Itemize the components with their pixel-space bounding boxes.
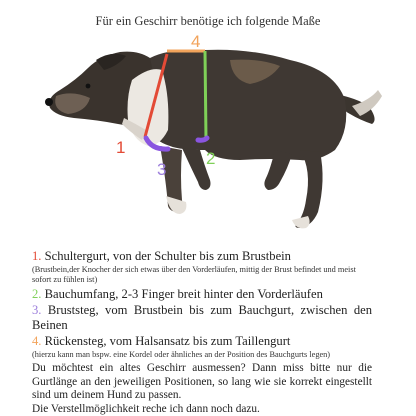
list-item — [32, 334, 372, 360]
marker-3: 3 — [157, 160, 167, 179]
item-text: Bauchumfang, 2-3 Finger breit hinter den Vorderläufen — [44, 286, 323, 301]
dog-measurement-figure — [0, 28, 416, 238]
item-number: 1. — [32, 249, 42, 263]
item-text: Bruststeg, vom Brustbein bis zum Bauchgurt, zwischen den Beinen — [32, 303, 373, 332]
dog-illustration — [45, 50, 382, 229]
item-number: 3. — [32, 303, 42, 317]
closing-paragraph: Du möchtest ein altes Geschirr ausmessen? Dann miss bitte nur die Gurtlänge an den jeweiligen Positionen, so lang wie sie korrekt eingestellt sind um deinem Hund zu passen. — [32, 362, 372, 402]
list-item — [32, 287, 372, 302]
marker-2: 2 — [206, 149, 216, 168]
chest-strap-end — [198, 138, 207, 140]
marker-1: 1 — [116, 138, 126, 157]
item-text: Schultergurt, von der Schulter bis zum Brustbein — [44, 249, 291, 263]
list-item — [32, 303, 372, 332]
closing-text — [32, 362, 372, 416]
page-title: Für ein Geschirr benötige ich folgende Maße — [95, 14, 321, 28]
measurement-list — [32, 247, 372, 360]
marker-4: 4 — [191, 32, 201, 51]
item-text: Rückensteg, vom Halsansatz bis zum Taillengurt — [44, 334, 291, 348]
belly-girth-line — [205, 51, 206, 140]
item-note: (Brustbein,der Knocher der sich etwas über den Vorderläufen, mittig der Brust befindet und meist sofort zu fühlen ist) — [32, 264, 356, 284]
item-number: 2. — [32, 286, 42, 301]
item-note: (hierzu kann man bspw. eine Kordel oder ähnliches an der Position des Bauchgurts legen) — [32, 349, 331, 359]
item-number: 4. — [32, 334, 42, 348]
list-item — [32, 249, 372, 285]
closing-last-line: Die Verstellmöglichkeit reche ich dann noch dazu. — [32, 402, 260, 415]
